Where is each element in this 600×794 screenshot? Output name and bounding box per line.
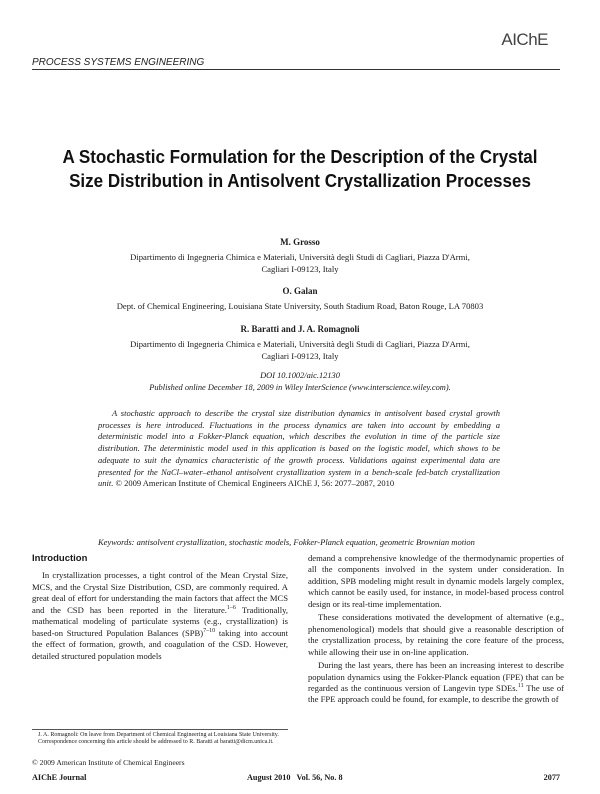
author-block-1 (60, 236, 540, 275)
author-name: R. Baratti and J. A. Romagnoli (240, 324, 360, 334)
author-affiliation-line2: Cagliari I-09123, Italy (261, 351, 339, 361)
footnote: Correspondence concerning this article should be addressed to R. Baratti at baratti@dicm.unica.it. (38, 739, 274, 746)
author-affiliation: Dipartimento di Ingegneria Chimica e Materiali, Università degli Studi di Cagliari, Piazza D'Armi, (130, 339, 470, 349)
author-affiliation: Dipartimento di Ingegneria Chimica e Materiali, Università degli Studi di Cagliari, Piazza D'Armi, (130, 252, 470, 262)
author-name: M. Grosso (280, 237, 320, 247)
abstract-copyright: © 2009 American Institute of Chemical Engineers AIChE J, 56: 2077–2087, 2010 (115, 478, 395, 489)
issue-info: August 2010 Vol. 56, No. 8 (247, 773, 343, 782)
footnotes (32, 729, 288, 747)
citation-ref[interactable]: 7–10 (203, 627, 216, 634)
paragraph: demand a comprehensive knowledge of the thermodynamic properties of all the components involved in the system under consideration. In addition, SPB modeling might result in dynamic models largely complex, which cannot be easily used, for instance, in model-based process control design or its real-time implementation. (308, 553, 564, 609)
author-block-2 (60, 285, 540, 312)
journal-name: AIChE Journal (32, 773, 87, 782)
citation-ref[interactable]: 1–6 (226, 604, 236, 611)
doi-link[interactable]: DOI 10.1002/aic.12130 (260, 371, 340, 380)
paragraph: During the last years, there has been an increasing interest to describe population dynamics using the Fokker-Planck equation (FPE) that can be regarded as the continuous version of Langevin type SDEs.$^{11}$ The use of the FPE approach could be found, for example, to describe the growth of (308, 660, 564, 705)
column-right (308, 553, 564, 706)
author-name: O. Galan (282, 286, 318, 296)
page-number: 2077 (543, 773, 560, 782)
section-divider (32, 69, 560, 70)
section-label: PROCESS SYSTEMS ENGINEERING (32, 57, 205, 68)
keywords: Keywords: antisolvent crystallization, stochastic models, Fokker-Planck equation, geometric Brownian motion (98, 537, 475, 547)
paragraph: In crystallization processes, a tight control of the Mean Crystal Size, MCS, and the Crystal Size Distribution, CSD, are commonly required. A great deal of effort for understanding the main factors that affect the MCS and the CSD has been reported in the literature.$^{1-6}$ Traditionally, mathematical modeling of particulate systems (e.g., crystallization) is based-on Structured Population Balances (SPB)$^{7-10}$ taking into account the effect of formation, growth, and coagulation of the CSD. However, detailed structured population models (32, 570, 288, 661)
article-title: A Stochastic Formulation for the Description of the Crystal Size Distribution in Antisolvent Crystallization Processes (62, 146, 538, 191)
publication-info (60, 370, 540, 394)
author-block-3 (60, 323, 540, 362)
abstract (98, 408, 500, 490)
copyright-notice: © 2009 American Institute of Chemical Engineers (32, 758, 185, 767)
aiche-logo: AIChE (501, 30, 548, 49)
author-affiliation: Dept. of Chemical Engineering, Louisiana State University, South Stadium Road, Baton Rouge, LA 70803 (116, 301, 484, 311)
paragraph: These considerations motivated the development of alternative (e.g., phenomenological) models that should give a reasonable description of the crystallization process, by retaining the core feature of the process, while allowing their use in on-line application. (308, 612, 564, 657)
author-affiliation-line2: Cagliari I-09123, Italy (261, 264, 339, 274)
section-heading: Introduction (32, 553, 88, 564)
published-online: Published online December 18, 2009 in Wiley InterScience (www.interscience.wiley.com). (149, 383, 451, 392)
citation-ref[interactable]: 11 (517, 683, 524, 690)
abstract-text: A stochastic approach to describe the crystal size distribution dynamics in antisolvent based crystal growth processes is here introduced. Fluctuations in the process dynamics are taken into account by embedding a deterministic model into a Fokker-Planck equation, which describes the evolution in time of the particle size distribution. The deterministic model used in this application is based on the logistic model, which shows to be adequate to suit the dynamics characteristic of the growth process. Validations against experimental data are presented for the NaCl–water–ethanol antisolvent crystallization system in a bench-scale fed-batch crystallization unit. (98, 408, 500, 489)
footnote: J. A. Romagnoli: On leave from Department of Chemical Engineering at Louisiana State University. (38, 732, 279, 738)
column-left (32, 553, 288, 662)
